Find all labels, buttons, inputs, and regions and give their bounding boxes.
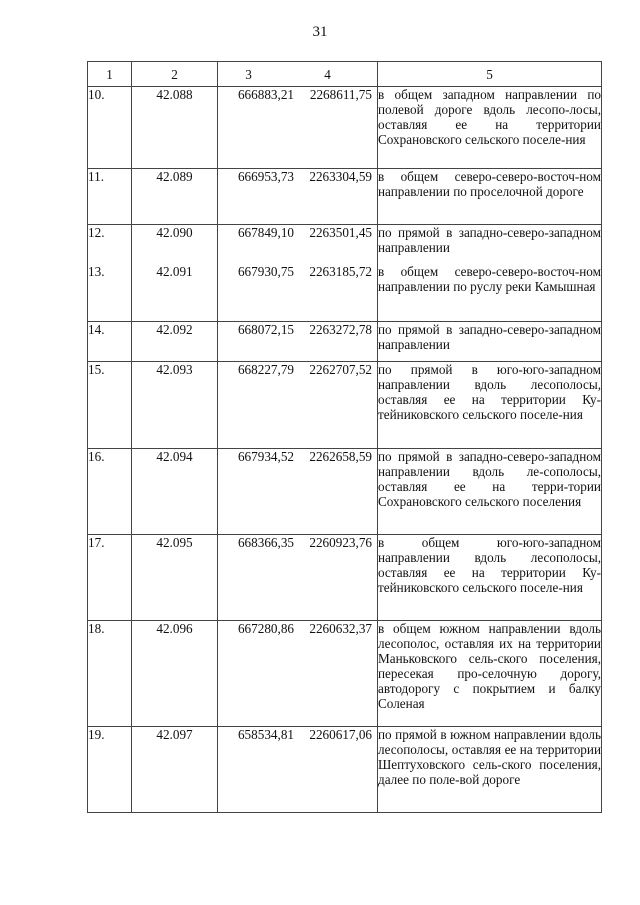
coord-x: 666883,21 bbox=[237, 87, 294, 102]
point-code: 42.089 bbox=[132, 169, 218, 225]
coord-y: 2260923,76 bbox=[309, 535, 372, 550]
direction-description-pair bbox=[378, 225, 602, 322]
header-col-4: 4 bbox=[324, 66, 331, 82]
row-number-pair bbox=[88, 225, 132, 322]
coord-y: 2262658,59 bbox=[309, 449, 372, 464]
table-row bbox=[88, 727, 602, 813]
direction-description: по прямой в западно-северо-западном направлении bbox=[378, 225, 601, 255]
row-number: 12. bbox=[88, 225, 105, 240]
direction-description: в общем юго-юго-западном направлении вдоль лесополосы, оставляя ее на территории Ку-тейниковского сельского поселе-ния bbox=[378, 535, 602, 621]
coord-y: 2263185,72 bbox=[309, 264, 372, 279]
coord-y: 2263272,78 bbox=[309, 322, 372, 337]
table-row bbox=[88, 225, 602, 322]
table-row bbox=[88, 362, 602, 449]
coord-x: 668227,79 bbox=[237, 362, 294, 377]
coord-y: 2263501,45 bbox=[309, 225, 372, 240]
coordinates-cell bbox=[218, 322, 378, 362]
table-header-row bbox=[88, 62, 602, 87]
table-row bbox=[88, 449, 602, 535]
row-number: 17. bbox=[88, 535, 132, 621]
coord-x: 668072,15 bbox=[237, 322, 294, 337]
point-code: 42.094 bbox=[132, 449, 218, 535]
direction-description: в общем западном направлении по полевой дороге вдоль лесопо-лосы, оставляя ее на территории Сохрановского сельского поселе-ния bbox=[378, 87, 602, 169]
table-row bbox=[88, 322, 602, 362]
row-number: 15. bbox=[88, 362, 132, 449]
coord-x: 666953,73 bbox=[237, 169, 294, 184]
coordinates-cell bbox=[218, 362, 378, 449]
coordinates-cell bbox=[218, 87, 378, 169]
coordinates-cell bbox=[218, 727, 378, 813]
coord-y: 2260617,06 bbox=[309, 727, 372, 742]
coordinates-table bbox=[87, 61, 602, 813]
direction-description: по прямой в западно-северо-западном направлении bbox=[378, 322, 602, 362]
direction-description: в общем южном направлении вдоль лесополос, оставляя их на территории Маньковского сель-ского поселения, пересекая про-селочную дорогу, автодорогу с покрытием и балку Соленая bbox=[378, 621, 602, 727]
row-number: 13. bbox=[88, 264, 105, 279]
header-col-5: 5 bbox=[378, 62, 602, 87]
point-code-pair bbox=[132, 225, 218, 322]
coord-y: 2263304,59 bbox=[309, 169, 372, 184]
direction-description: по прямой в юго-юго-западном направлении вдоль лесополосы, оставляя ее на территории Ку-тейниковского сельского поселе-ния bbox=[378, 362, 602, 449]
point-code: 42.097 bbox=[132, 727, 218, 813]
point-code: 42.092 bbox=[132, 322, 218, 362]
coord-x: 658534,81 bbox=[237, 727, 294, 742]
coord-x: 667930,75 bbox=[237, 264, 294, 279]
header-col-3: 3 bbox=[245, 66, 252, 82]
coordinates-cell bbox=[218, 621, 378, 727]
point-code: 42.096 bbox=[132, 621, 218, 727]
direction-description: по прямой в южном направлении вдоль лесополосы, оставляя ее на территории Шептуховского сель-ского поселения, далее по поле-вой дороге bbox=[378, 727, 602, 813]
coord-x: 667849,10 bbox=[237, 225, 294, 240]
row-number: 10. bbox=[88, 87, 132, 169]
row-number: 11. bbox=[88, 169, 132, 225]
direction-description: в общем северо-северо-восточ-ном направлении по руслу реки Камышная bbox=[378, 264, 601, 294]
table-row bbox=[88, 169, 602, 225]
coord-x: 667280,86 bbox=[237, 621, 294, 636]
point-code: 42.088 bbox=[132, 87, 218, 169]
point-code: 42.090 bbox=[156, 225, 193, 240]
coordinates-cell bbox=[218, 535, 378, 621]
header-col-2: 2 bbox=[132, 62, 218, 87]
coord-y: 2268611,75 bbox=[309, 87, 372, 102]
coord-y: 2260632,37 bbox=[309, 621, 372, 636]
direction-description: в общем северо-северо-восточ-ном направлении по проселочной дороге bbox=[378, 169, 602, 225]
coordinates-cell bbox=[218, 169, 378, 225]
header-col-3-4 bbox=[218, 62, 378, 87]
table-row bbox=[88, 535, 602, 621]
point-code: 42.091 bbox=[156, 264, 193, 279]
row-number: 18. bbox=[88, 621, 132, 727]
page-number: 31 bbox=[312, 24, 328, 40]
row-number: 14. bbox=[88, 322, 132, 362]
header-col-1: 1 bbox=[88, 62, 132, 87]
row-number: 19. bbox=[88, 727, 132, 813]
coordinates-cell bbox=[218, 449, 378, 535]
point-code: 42.095 bbox=[132, 535, 218, 621]
table-row bbox=[88, 87, 602, 169]
table-row bbox=[88, 621, 602, 727]
coord-y: 2262707,52 bbox=[309, 362, 372, 377]
point-code: 42.093 bbox=[132, 362, 218, 449]
row-number: 16. bbox=[88, 449, 132, 535]
direction-description: по прямой в западно-северо-западном направлении вдоль ле-сополосы, оставляя ее на терри-тории Сохрановского сельского поселения bbox=[378, 449, 602, 535]
table-body bbox=[88, 87, 602, 813]
coord-x: 667934,52 bbox=[237, 449, 294, 464]
coordinates-cell-pair bbox=[218, 225, 378, 322]
coord-x: 668366,35 bbox=[237, 535, 294, 550]
